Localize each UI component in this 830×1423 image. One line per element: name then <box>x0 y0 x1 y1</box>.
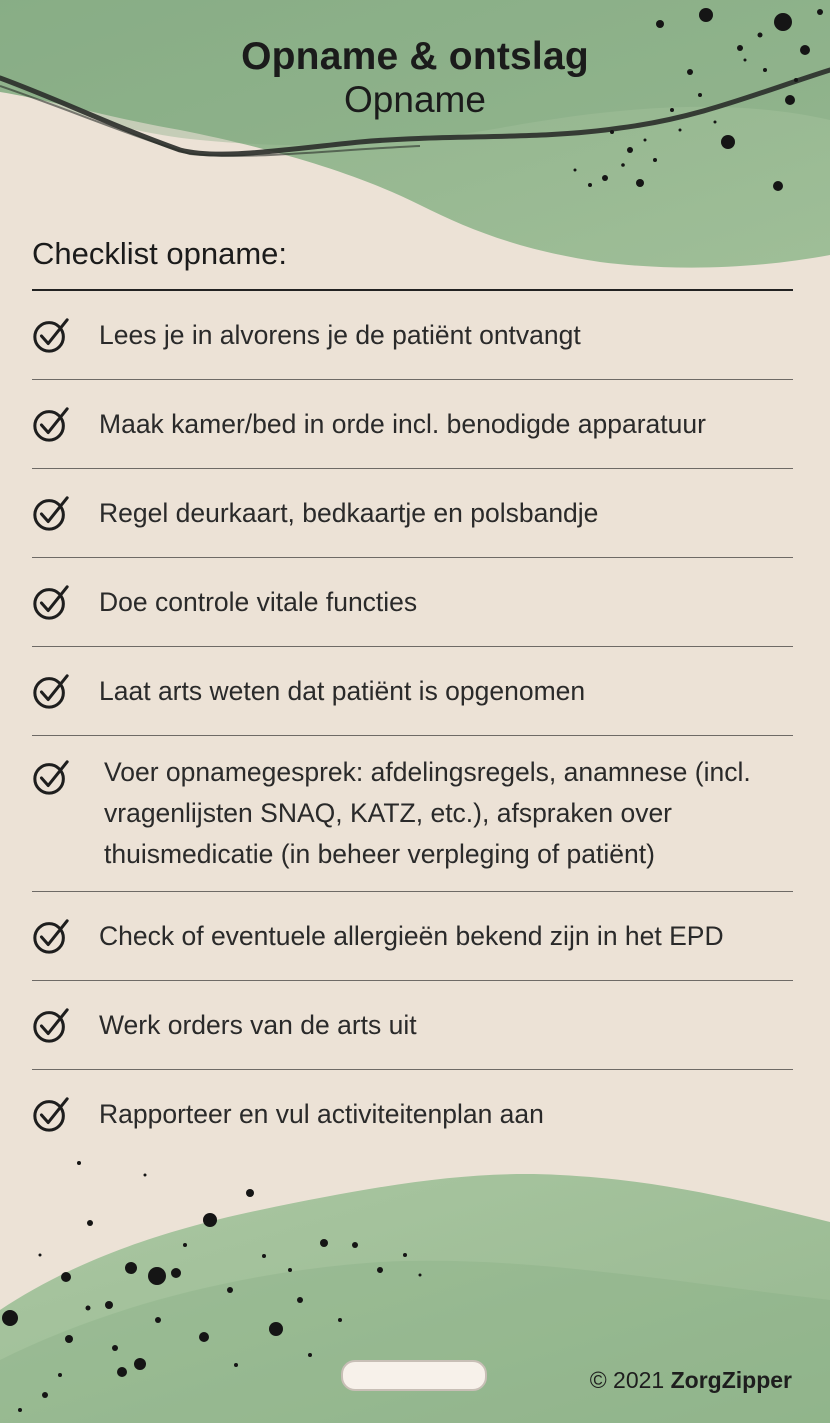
checkmark-circle-icon <box>32 917 70 955</box>
checklist <box>32 291 793 1158</box>
checklist-item <box>32 736 793 892</box>
checklist-item-label: Lees je in alvorens je de patiënt ontvangt <box>99 319 581 350</box>
checklist-item-label: Laat arts weten dat patiënt is opgenomen <box>99 675 586 706</box>
checkmark-circle-icon <box>32 405 70 443</box>
checkmark-circle-icon <box>32 758 70 796</box>
checkmark-circle-icon <box>32 1006 70 1044</box>
home-indicator[interactable] <box>341 1360 487 1391</box>
checkmark-circle-icon <box>32 583 70 621</box>
checklist-item <box>32 647 793 736</box>
checklist-item <box>32 558 793 647</box>
checklist-item <box>32 380 793 469</box>
copyright-text: © 2021 <box>589 1367 665 1393</box>
checklist-item-label: Maak kamer/bed in orde incl. benodigde apparatuur <box>99 408 706 439</box>
checklist-item <box>32 892 793 981</box>
checklist-item-label: Doe controle vitale functies <box>99 586 418 617</box>
checklist-item <box>32 469 793 558</box>
checkmark-circle-icon <box>32 316 70 354</box>
checklist-item <box>32 1070 793 1158</box>
checklist-heading: Checklist opname: <box>32 236 288 271</box>
checklist-item-label: Check of eventuele allergieën bekend zijn in het EPD <box>99 920 724 951</box>
page-title: Opname & ontslag <box>241 35 589 78</box>
checkmark-circle-icon <box>32 1095 70 1133</box>
checklist-item-label: Regel deurkaart, bedkaartje en polsbandje <box>99 497 599 528</box>
footer-copyright <box>590 1367 792 1394</box>
checklist-item <box>32 291 793 380</box>
brand-name: ZorgZipper <box>670 1367 792 1393</box>
checklist-item-label: Voer opnamegesprek: afdelingsregels, anamnese (incl. vragenlijsten SNAQ, KATZ, etc.), afspraken over thuismedicatie (in beheer verpleging of patiënt) <box>104 757 751 869</box>
checklist-item-label: Werk orders van de arts uit <box>99 1009 417 1040</box>
checkmark-circle-icon <box>32 672 70 710</box>
page-subtitle: Opname <box>344 79 486 120</box>
checkmark-circle-icon <box>32 494 70 532</box>
checklist-item-label: Rapporteer en vul activiteitenplan aan <box>99 1098 544 1129</box>
header <box>0 34 830 122</box>
checklist-item <box>32 981 793 1070</box>
